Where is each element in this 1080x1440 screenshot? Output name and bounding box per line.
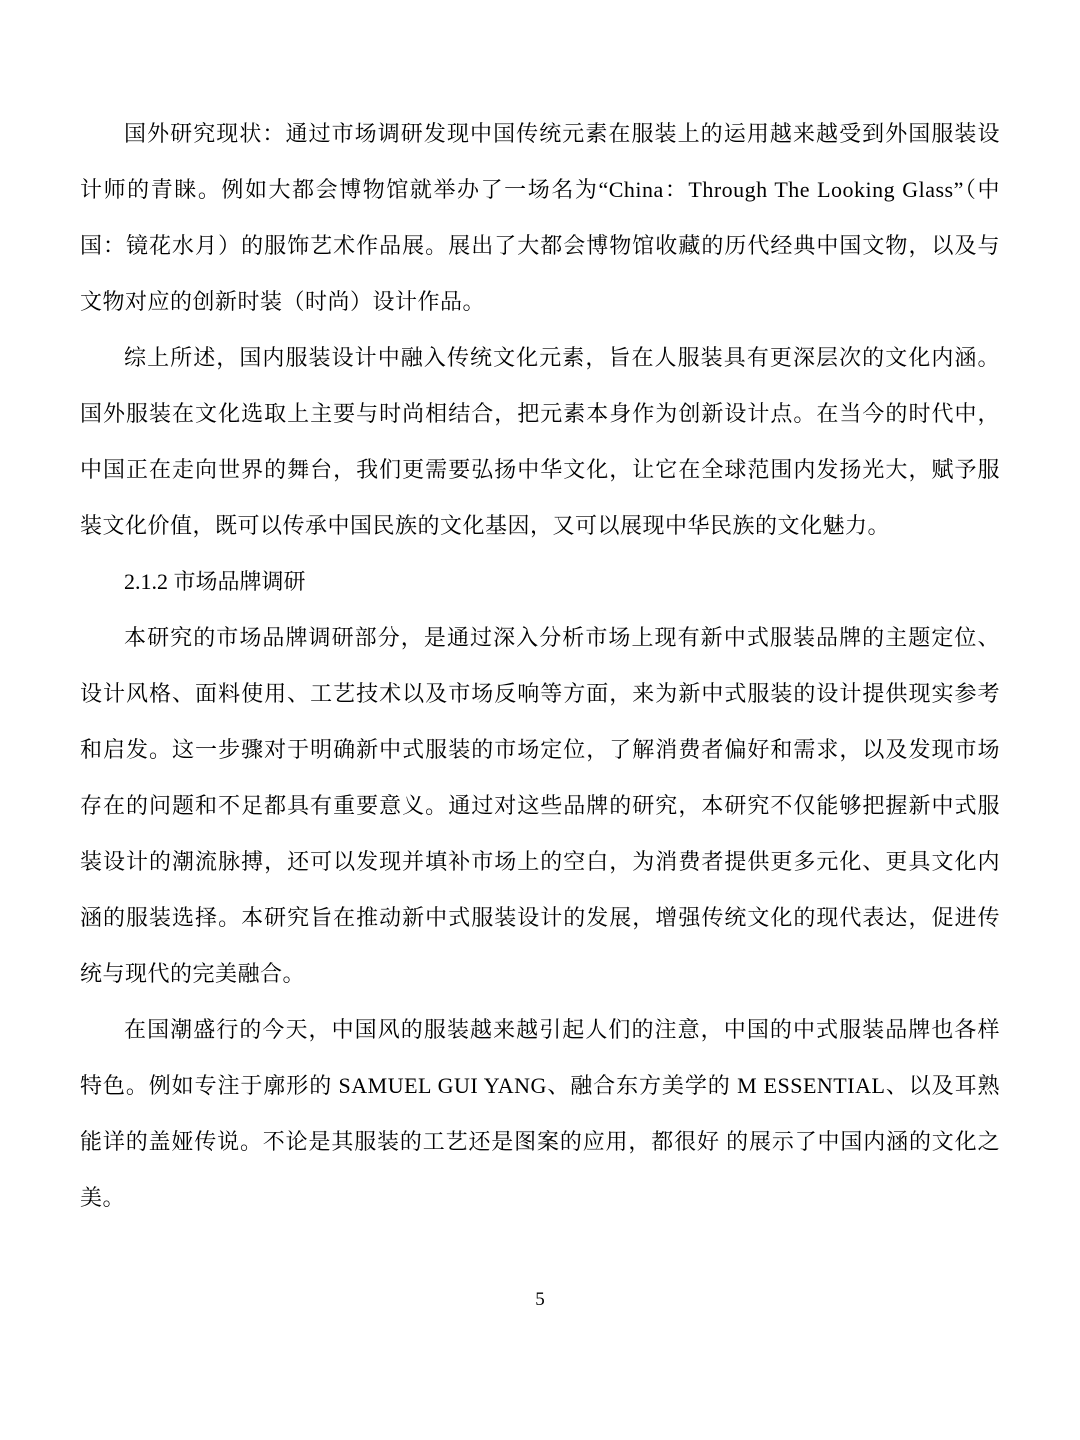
- paragraph-summary: 综上所述，国内服装设计中融入传统文化元素，旨在人服装具有更深层次的文化内涵。国外服装在文化选取上主要与时尚相结合，把元素本身作为创新设计点。在当今的时代中，中国正在走向世界的舞台，我们更需要弘扬中华文化，让它在全球范围内发扬光大，赋予服装文化价值，既可以传承中国民族的文化基因，又可以展现中华民族的文化魅力。: [80, 345, 1000, 538]
- document-body: [80, 106, 1000, 1226]
- paragraph-guochao-brands: 在国潮盛行的今天，中国风的服装越来越引起人们的注意，中国的中式服装品牌也各样特色。例如专注于廓形的 SAMUEL GUI YANG、融合东方美学的 M ESSENTIAL、以及耳熟能详的盖娅传说。不论是其服装的工艺还是图案的应用，都很好 的展示了中国内涵的文化之美。: [80, 1017, 1000, 1210]
- section-heading-market-brand-research: 2.1.2 市场品牌调研: [124, 569, 306, 594]
- page-number: 5: [535, 1289, 545, 1310]
- paragraph-foreign-research-status: 国外研究现状：通过市场调研发现中国传统元素在服装上的运用越来越受到外国服装设计师的青睐。例如大都会博物馆就举办了一场名为“China：Through The Looking Glass”（中国：镜花水月）的服饰艺术作品展。展出了大都会博物馆收藏的历代经典中国文物，以及与文物对应的创新时装（时尚）设计作品。: [80, 121, 1000, 314]
- paragraph-market-brand-research: 本研究的市场品牌调研部分，是通过深入分析市场上现有新中式服装品牌的主题定位、设计风格、面料使用、工艺技术以及市场反响等方面，来为新中式服装的设计提供现实参考和启发。这一步骤对于明确新中式服装的市场定位，了解消费者偏好和需求，以及发现市场存在的问题和不足都具有重要意义。通过对这些品牌的研究，本研究不仅能够把握新中式服装设计的潮流脉搏，还可以发现并填补市场上的空白，为消费者提供更多元化、更具文化内涵的服装选择。本研究旨在推动新中式服装设计的发展，增强传统文化的现代表达，促进传统与现代的完美融合。: [80, 625, 1000, 986]
